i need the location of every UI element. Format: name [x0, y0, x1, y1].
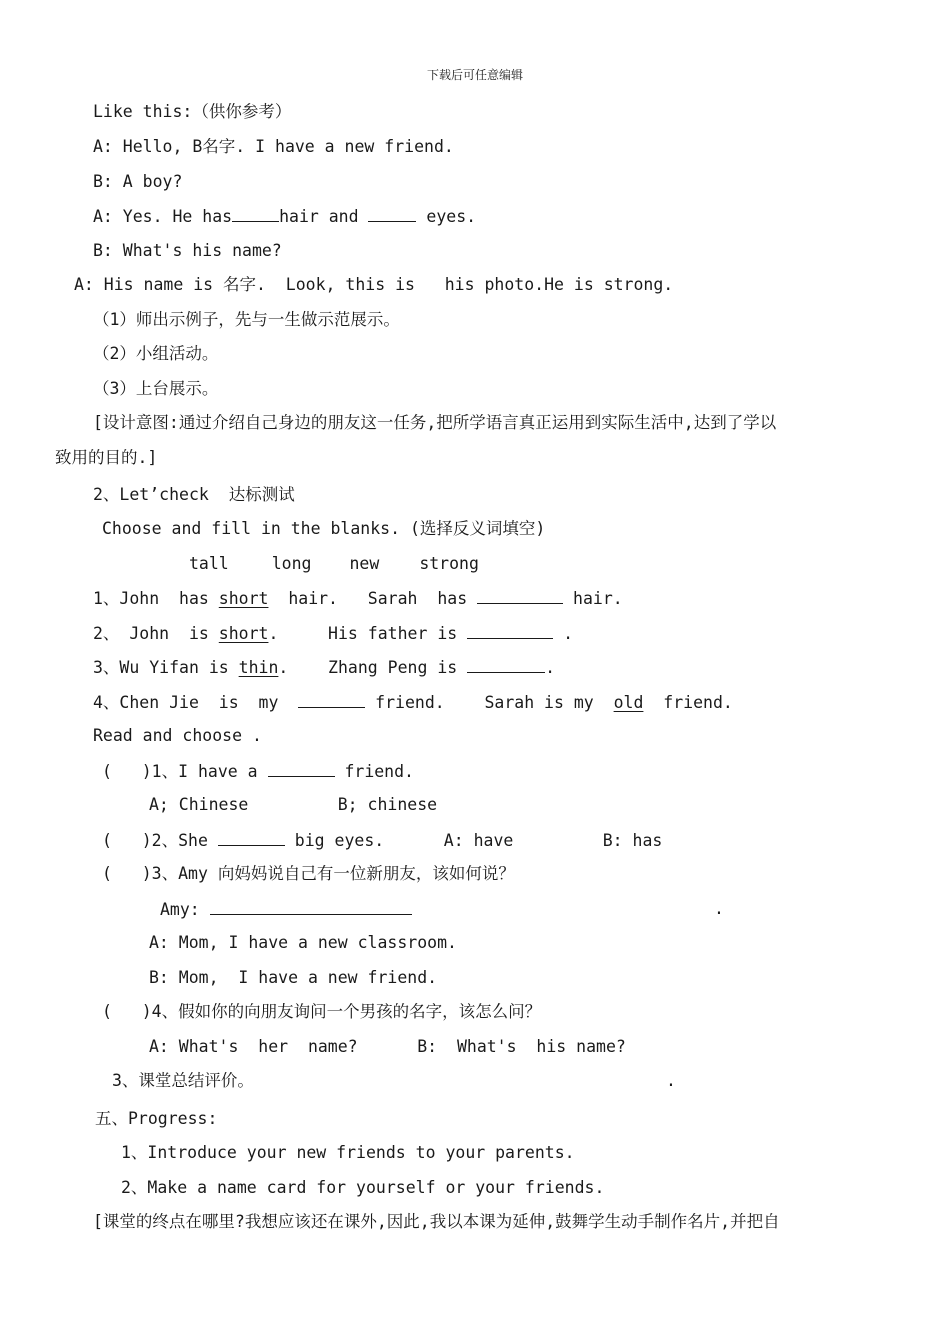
- dialogue-line: B: What's his name?: [93, 241, 282, 260]
- word: strong: [419, 554, 479, 573]
- choice-question-2: ( )2、She big eyes. A: have B: has: [102, 831, 663, 850]
- blank-line: [232, 205, 279, 222]
- design-intent-cont: 致用的目的.]: [55, 448, 158, 467]
- dialogue-line: A: Yes. He has hair and eyes.: [93, 207, 477, 226]
- choice-question-1: ( )1、I have a friend.: [102, 762, 414, 781]
- example-intro: Like this:（供你参考）: [93, 102, 292, 121]
- blank-line: [210, 898, 412, 915]
- word: long: [271, 554, 312, 573]
- step-item: （2）小组活动。: [93, 344, 219, 363]
- design-intent: [课堂的终点在哪里?我想应该还在课外,因此,我以本课为延伸,鼓舞学生动手制作名片,并把自: [93, 1212, 780, 1231]
- question-4: 4、Chen Jie is my friend. Sarah is my old friend.: [93, 693, 733, 712]
- question-3: 3、Wu Yifan is thin. Zhang Peng is .: [93, 658, 556, 677]
- page-header: 下载后可任意编辑: [426, 68, 523, 82]
- blank-line: [467, 622, 553, 639]
- blank-line: [268, 760, 335, 777]
- blank-line: [298, 691, 365, 708]
- blank-line: [477, 587, 563, 604]
- homework-item: 2、Make a name card for yourself or your friends.: [121, 1178, 605, 1197]
- trailing-dot: .: [714, 899, 724, 918]
- choice-question-4: ( )4、假如你的向朋友询问一个男孩的名字，该怎么问？: [102, 1002, 542, 1021]
- section-heading: 3、课堂总结评价。: [112, 1071, 254, 1090]
- choice-options: B: Mom, I have a new friend.: [149, 968, 438, 987]
- trailing-dot: .: [666, 1071, 676, 1090]
- dialogue-line: A: Hello, B名字. I have a new friend.: [93, 137, 454, 156]
- question-2: 2、 John is short. His father is .: [93, 624, 574, 643]
- word-bank: [189, 553, 479, 575]
- choice-options: A: What's her name? B: What's his name?: [149, 1037, 626, 1056]
- step-item: （1）师出示例子，先与一生做示范展示。: [93, 310, 400, 329]
- answer-line: Amy:: [160, 898, 412, 921]
- instruction: Choose and fill in the blanks. (选择反义词填空): [102, 519, 546, 538]
- word: new: [349, 554, 380, 573]
- choice-question-3: ( )3、Amy 向妈妈说自己有一位新朋友，该如何说？: [102, 864, 515, 883]
- choice-options: A: Mom, I have a new classroom.: [149, 933, 457, 952]
- section-heading: 2、Let’check 达标测试: [93, 485, 295, 504]
- blank-line: [467, 656, 545, 673]
- design-intent: [设计意图:通过介绍自己身边的朋友这一任务,把所学语言真正运用到实际生活中,达到了学以: [93, 413, 777, 432]
- section-heading: Read and choose .: [93, 726, 262, 745]
- word: tall: [189, 554, 229, 573]
- step-item: （3）上台展示。: [93, 379, 219, 398]
- dialogue-line: B: A boy?: [93, 172, 183, 191]
- dialogue-line: A: His name is 名字. Look, this is his photo.He is strong.: [74, 275, 674, 294]
- blank-line: [368, 205, 416, 222]
- homework-item: 1、Introduce your new friends to your parents.: [121, 1143, 575, 1162]
- section-heading: 五、Progress:: [95, 1109, 218, 1128]
- blank-line: [218, 829, 285, 846]
- choice-options: A; Chinese B; chinese: [149, 795, 438, 814]
- question-1: 1、John has short hair. Sarah has hair.: [93, 589, 623, 608]
